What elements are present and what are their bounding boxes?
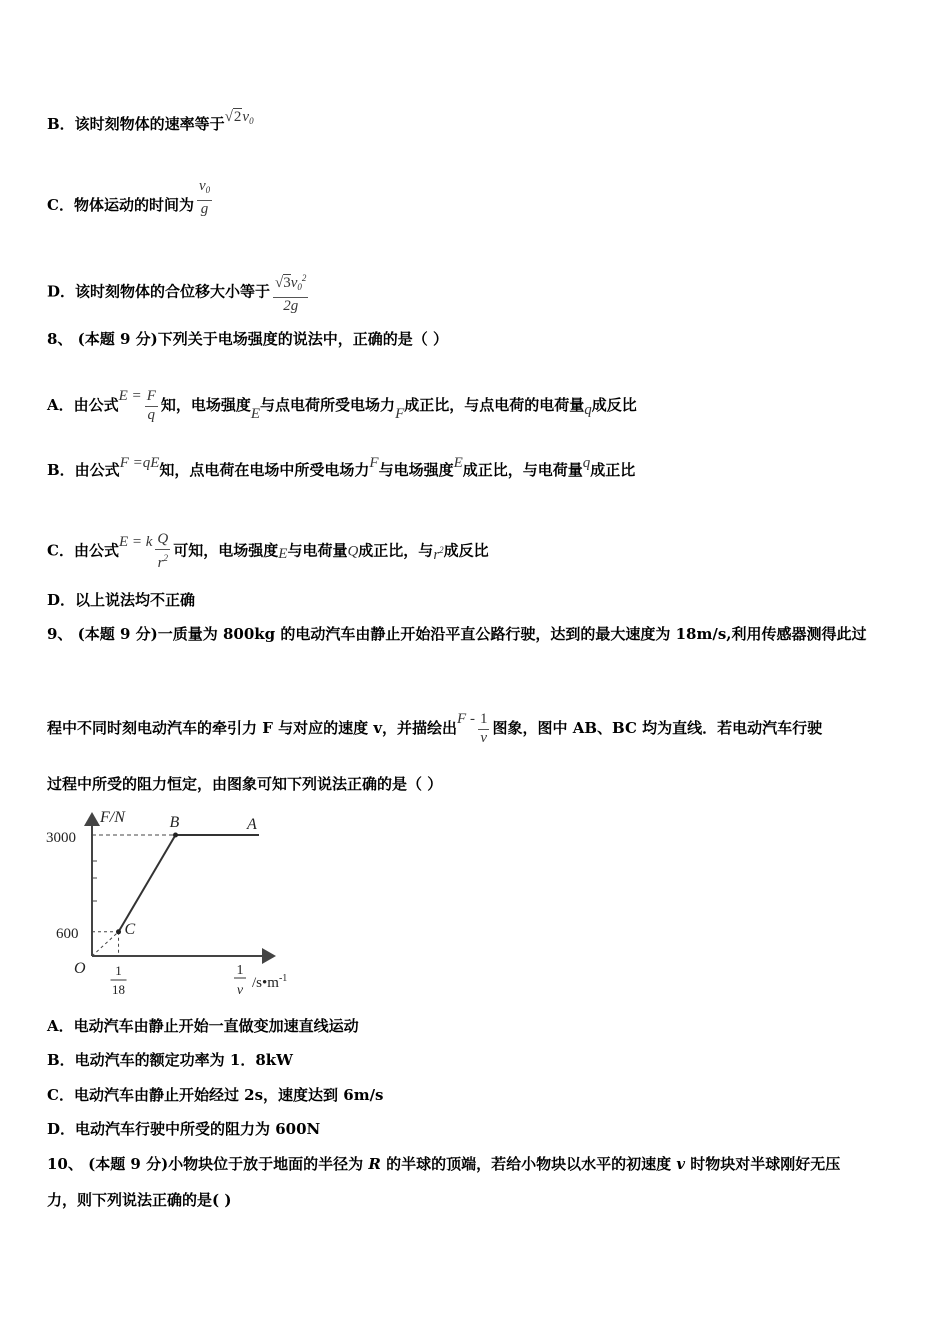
point-c (116, 929, 121, 934)
y-axis-label: F/N (100, 809, 125, 826)
q8-option-a: A．由公式E = $\frac{F}{q}$ 知，电场强度E与点电荷所受电场力F成正比，与点电荷的电荷量q成反比 (47, 388, 637, 423)
x-tick-numerator: 1 (115, 963, 122, 978)
q8-option-b: B．由公式F =qE知，点电荷在电场中所受电场力F与电场强度E成正比，与电荷量q成正比 (47, 455, 636, 479)
point-label-c: C (124, 920, 136, 938)
point-b (173, 833, 178, 838)
point-label-a: A (247, 816, 257, 833)
x-label-denominator: v (236, 983, 244, 998)
q7-c-fraction: $\frac{v_0}{g}$ (198, 178, 211, 217)
point-label-b: B (169, 814, 180, 831)
q10-stem-line1: 10、 (本题 9 分)小物块位于放于地面的半径为 R 的半球的顶端，若给小物块以水平的初速度 v 时物块对半球刚好无压 (47, 1155, 841, 1173)
q10-stem-line2: 力，则下列说法正确的是( ) (47, 1191, 232, 1209)
q7-option-b: B．该时刻物体的速率等于$√2v_0$ (47, 109, 254, 133)
q9-option-d: D．电动汽车行驶中所受的阻力为 600N (47, 1120, 321, 1138)
q8-option-d: D．以上说法均不正确 (47, 591, 196, 609)
q7-b-math: $√2v_0$ (224, 109, 254, 126)
origin-label: O (74, 960, 86, 977)
q7-d-fraction: $\frac{√3v_0^2}{2g}$ (273, 270, 308, 315)
dashed-series-oc (92, 932, 119, 956)
q9-option-b: B．电动汽车的额定功率为 1．8kW (47, 1051, 294, 1069)
q9-stem-line3: 过程中所受的阻力恒定，由图象可知下列说法正确的是（ ） (47, 775, 443, 793)
q9-option-a: A．电动汽车由静止开始一直做变加速直线运动 (47, 1017, 359, 1035)
q7-option-c: C．物体运动的时间为 $\frac{v_0}{g}$ (47, 178, 211, 217)
f-inverse-v-graph (44, 806, 314, 998)
x-label-numerator: 1 (236, 963, 244, 978)
q9-stem-fraction: $\frac{1}{v}$ (479, 711, 488, 746)
x-label-unit: $/s•m^{-1}$ (252, 973, 288, 991)
q9-stem-line2: 程中不同时刻电动汽车的牵引力 F 与对应的速度 v，并描绘出F - $\frac{1}{v}$ 图象，图中 AB、BC 均为直线．若电动汽车行驶 (47, 711, 823, 746)
q8-stem: 8、 (本题 9 分)下列关于电场强度的说法中，正确的是（ ） (47, 330, 448, 348)
y-tick-3000: 3000 (46, 830, 76, 846)
q8-c-fraction: $\frac{Q}{r^2}$ (157, 531, 169, 571)
x-tick-denominator: 18 (112, 982, 126, 997)
q8-option-c: C．由公式E = k $\frac{Q}{r^2}$ 可知，电场强度E与电荷量Q成正比，与$r^2$成反比 (47, 531, 489, 571)
y-tick-600: 600 (56, 926, 79, 942)
q8-a-fraction: $\frac{F}{q}$ (146, 388, 156, 423)
q9-option-c: C．电动汽车由静止开始经过 2s，速度达到 6m/s (47, 1086, 384, 1104)
q9-stem-line1: 9、 (本题 9 分)一质量为 800kg 的电动汽车由静止开始沿平直公路行驶，达到的最大速度为 18m/s,利用传感器测得此过 (47, 625, 867, 643)
q7-option-d: D．该时刻物体的合位移大小等于 $\frac{√3v_0^2}{2g}$ (47, 270, 311, 315)
series-bc (119, 835, 176, 932)
